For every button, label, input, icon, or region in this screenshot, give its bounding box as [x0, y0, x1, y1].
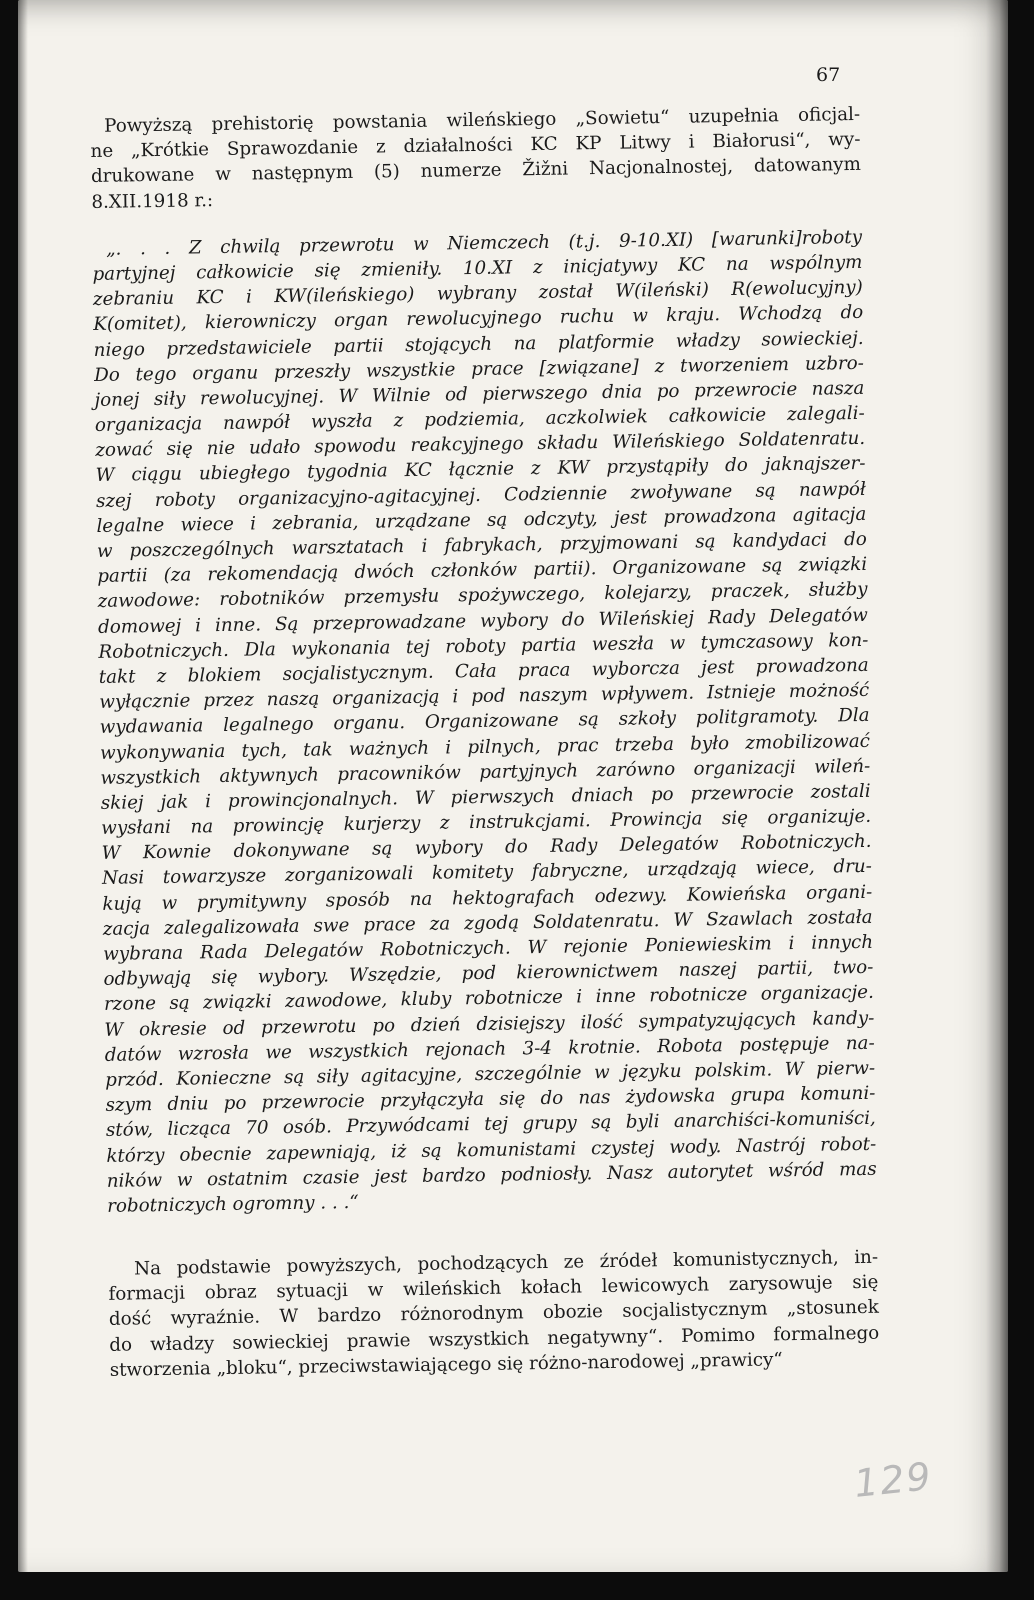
text-line: do władzy sowieckiej prawie wszystkich negatywny“. Pomimo formalnego [109, 1322, 880, 1356]
text-line: ne „Krótkie Sprawozdanie z działalności KC KP Litwy i Białorusi“, wy- [90, 129, 861, 163]
text-line: Do tego organu przeszły wszystkie prace [związane] z tworzeniem uzbro- [93, 352, 865, 386]
text-line: wszystkich aktywnych pracowników partyjnych zarówno organizacji wileń- [100, 755, 871, 789]
text-line: partii (za rekomendacją dwóch członków partii). Organizowane są związki [97, 554, 868, 588]
text-line: W Kownie dokonywane są wybory do Rady Delegatów Robotniczych. [101, 831, 872, 865]
text-line: „. . . Z chwilą przewrotu w Niemczech (t.j. 9-10.XI) [warunki]roboty [105, 226, 863, 260]
text-line: rzone są związki zawodowe, kluby robotnicze i inne robotnicze organizacje. [103, 982, 875, 1016]
text-line: legalne wiece i zebrania, urządzane są odczyty, jest prowadzona agitacja [96, 503, 867, 537]
text-line: formacji obraz sytuacji w wileńskich kołach lewicowych zarysowuje się [108, 1272, 879, 1306]
scan-shadow-left [18, 0, 28, 1572]
text-line: odbywają się wybory. Wszędzie, pod kierownictwem naszej partii, two- [103, 956, 874, 991]
text-line: wybrana Rada Delegatów Robotniczych. W rejonie Poniewieskim i innych [103, 931, 874, 965]
text-line: stów, licząca 70 osób. Przywódcami tej grupy są byli anarchiści-komuniści, [105, 1108, 876, 1142]
text-line: wysłani na prowincję kurjerzy z instrukcjami. Prowincja się organizuje. [101, 805, 872, 839]
text-line: którzy obecnie zapewniają, iż są komunistami czystej wody. Nastrój robot- [106, 1133, 877, 1167]
text-line: drukowane w następnym (5) numerze Žižni Nacjonalnostej, datowanym [90, 154, 862, 188]
text-line: kują w prymitywny sposób na hektografach odezwy. Kowieńska organi- [102, 881, 873, 915]
text-line: K(omitet), kierowniczy organ rewolucyjnego ruchu w kraju. Wchodzą do [93, 302, 864, 336]
text-line: skiej jak i prowincjonalnych. W pierwszych dniach po przewrocie zostali [100, 780, 871, 814]
text-line: zebraniu KC i KW(ileńskiego) wybrany został W(ileński) R(ewolucyjny) [92, 277, 863, 311]
text-line: niego przedstawiciele partii stojących na platformie władzy sowieckiej. [93, 327, 864, 361]
body-text [90, 102, 880, 1383]
text-line: zować się nie udało spowodu reakcyjnego składu Wileńskiego Soldatenratu. [95, 428, 866, 462]
page-number: 67 [816, 64, 841, 86]
text-line: ników w ostatnim czasie jest bardzo podniosły. Nasz autorytet wśród mas [106, 1158, 877, 1192]
text-line: domowej i inne. Są przeprowadzane wybory do Wileńskiej Rady Delegatów [97, 604, 869, 638]
text-line: partyjnej całkowicie się zmieniły. 10.XI z inicjatywy KC na wspólnym [92, 251, 863, 285]
text-line: wykonywania tych, tak ważnych i pilnych, prac trzeba było zmobilizować [99, 730, 871, 764]
document-page [18, 0, 1008, 1572]
text-line: Robotniczych. Dla wykonania tej roboty partia weszła w tymczasowy kon- [98, 629, 869, 663]
text-line: Nasi towarzysze zorganizowali komitety fabryczne, urządzają wiece, dru- [101, 856, 873, 890]
text-line: szej roboty organizacyjno-agitacyjnej. Codziennie zwoływane są nawpół [95, 478, 867, 512]
text-line-content: 8.XII.1918 r.: [91, 189, 214, 213]
text-line: W okresie od przewrotu po dzień dzisiejszy ilość sympatyzujących kandy- [104, 1007, 875, 1041]
text-line-content: robotniczych ogromny . . .“ [106, 1191, 359, 1217]
quotation-block [92, 225, 877, 1219]
text-line: W ciągu ubiegłego tygodnia KC łącznie z KW przystąpiły do jaknajszer- [95, 453, 866, 487]
text-line: Powyższą prehistorię powstania wileńskiego „Sowietu“ uzupełnia oficjal- [104, 103, 861, 137]
text-line: zawodowe: robotników przemysłu spożywczego, kolejarzy, praczek, służby [97, 579, 868, 613]
text-line: Na podstawie powyższych, pochodzących ze źródeł komunistycznych, in- [133, 1246, 879, 1280]
text-line: szym dniu po przewrocie przyłączyła się do nas żydowska grupa komuni- [105, 1082, 876, 1117]
text-line-content: stworzenia „bloku“, przeciwstawiającego się różno-narodowej „prawicy“ [109, 1349, 783, 1381]
scan-shadow-right [986, 0, 1008, 1572]
text-line: jonej siły rewolucyjnej. W Wilnie od pierwszego dnia po przewrocie nasza [94, 377, 865, 411]
text-line: datów wzrosła we wszystkich rejonach 3-4 krotnie. Robota postępuje na- [104, 1032, 875, 1066]
text-line: zacja zalegalizowała swe prace za zgodą Soldatenratu. W Szawlach została [102, 906, 873, 940]
text-line: dość wyraźnie. W bardzo różnorodnym obozie socjalistycznym „stosunek [108, 1297, 879, 1331]
text-line: w poszczególnych warsztatach i fabrykach, przyjmowani są kandydaci do [96, 528, 867, 562]
text-line: organizacja nawpół wyszła z podziemia, aczkolwiek całkowicie zalegali- [94, 402, 865, 437]
paragraph-analysis [108, 1245, 880, 1383]
text-line: takt z blokiem socjalistycznym. Cała praca wyborcza jest prowadzona [98, 654, 869, 688]
text-line: przód. Konieczne są siły agitacyjne, szczególnie w języku polskim. W pierw- [105, 1057, 876, 1091]
paragraph-intro [90, 102, 861, 215]
text-line: wyłącznie przez naszą organizacją i pod naszym wpływem. Istnieje możność [99, 679, 870, 714]
handwritten-page-annotation: 129 [851, 1454, 935, 1506]
text-line: wydawania legalnego organu. Organizowane są szkoły politgramoty. Dla [99, 705, 870, 739]
